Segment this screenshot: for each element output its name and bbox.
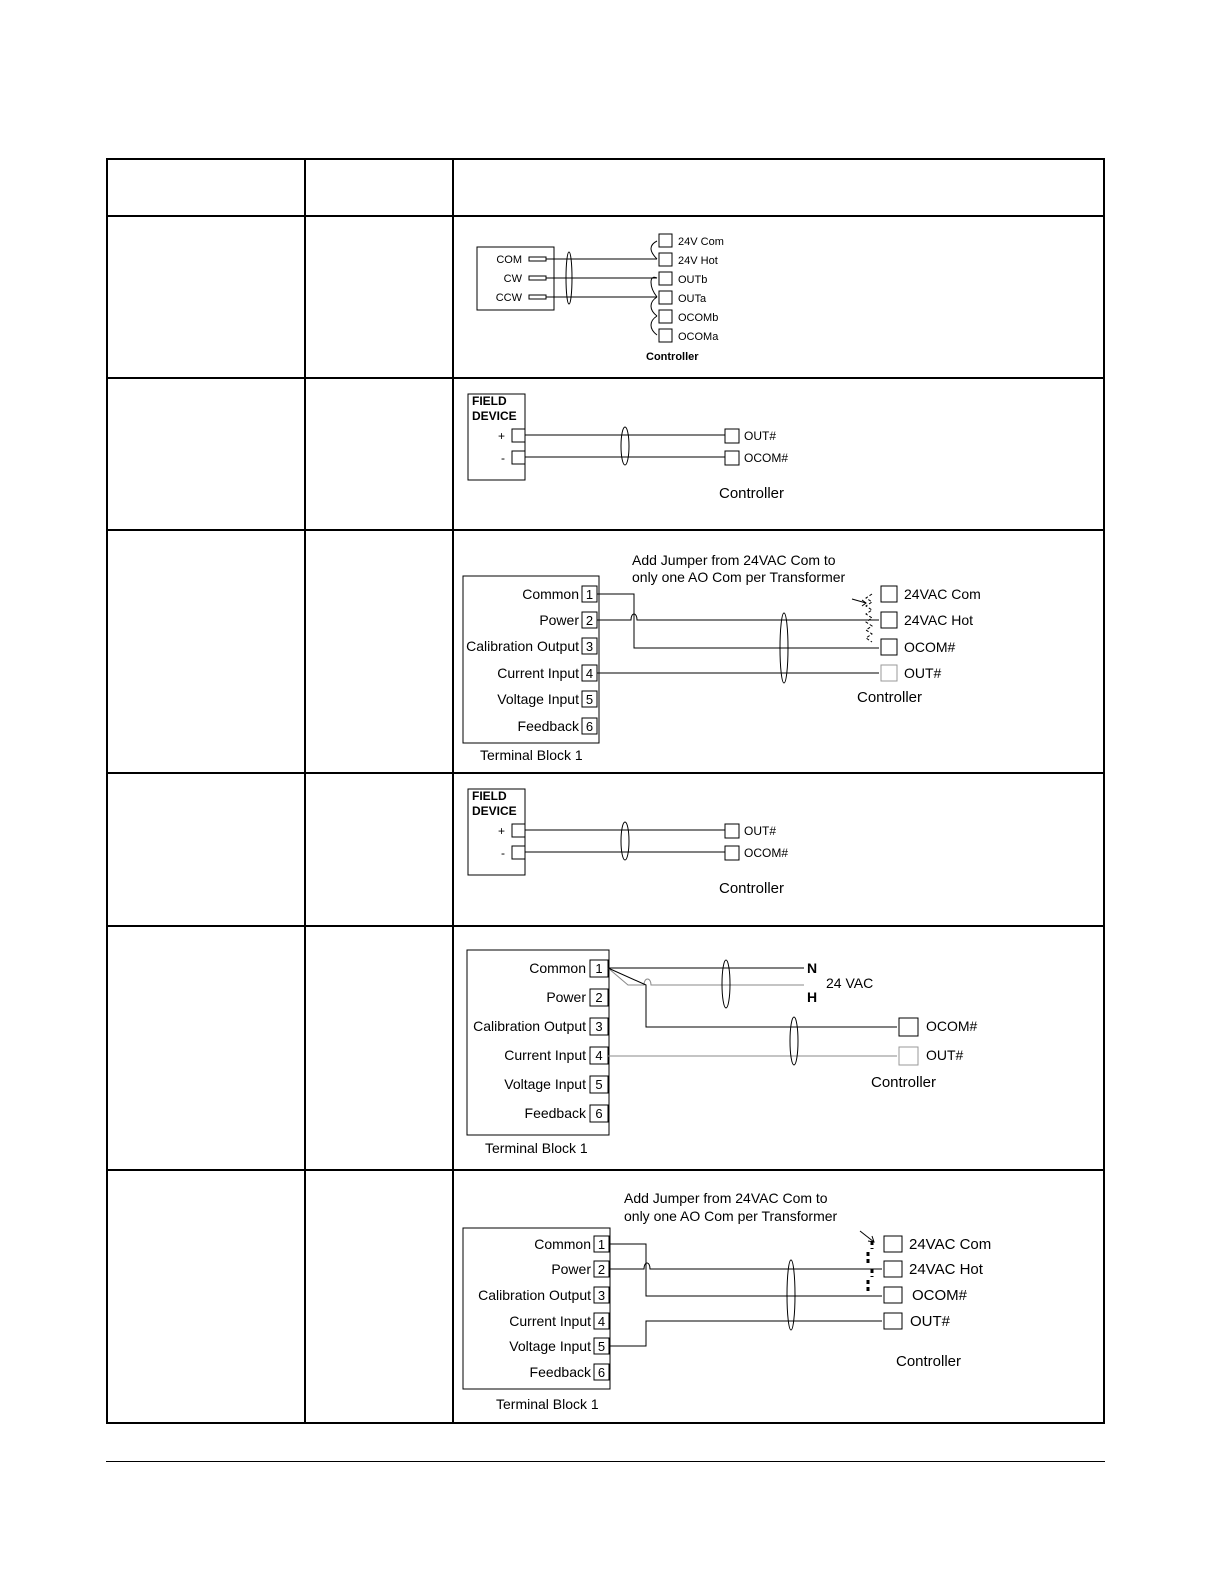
device-terminal-label: - (501, 846, 505, 860)
controller-terminal-ocom (725, 451, 739, 465)
controller-terminal-24vac-com (881, 586, 897, 602)
row-4-col2 (305, 773, 453, 926)
terminal-label: Voltage Input (497, 691, 579, 707)
terminal-number: 2 (595, 990, 603, 1005)
controller-terminal-out (725, 824, 739, 838)
controller-terminal-label: OUT# (744, 824, 777, 838)
stepper-actuator-wiring-diagram (454, 217, 1098, 377)
field-device-title: DEVICE (472, 804, 517, 818)
terminal-number: 2 (585, 613, 594, 628)
terminal-number: 4 (585, 666, 594, 681)
supply-terminal-label: H (807, 989, 818, 1005)
controller-terminal-ocoma (659, 329, 672, 342)
controller-terminal-24v-hot (659, 253, 672, 266)
controller-terminal-outb (659, 272, 672, 285)
row-6-col2 (305, 1170, 453, 1423)
terminal-label: Power (539, 612, 579, 628)
controller-terminal-out (884, 1313, 902, 1329)
controller-label: Controller (896, 1353, 962, 1370)
row-2-col2 (305, 378, 453, 530)
table-row (107, 926, 1104, 1170)
terminal-label: Common (522, 586, 579, 602)
controller-terminal-24vac-hot (884, 1261, 902, 1277)
terminal-number: 6 (597, 1365, 606, 1380)
controller-label: Controller (871, 1074, 937, 1091)
row-5-col1 (107, 926, 305, 1170)
controller-terminal-label: 24VAC Hot (904, 612, 973, 628)
terminal-block-label: Terminal Block 1 (485, 1140, 588, 1156)
controller-terminal-label: OCOM# (912, 1287, 968, 1304)
field-device-title: FIELD (472, 394, 507, 408)
terminal-number: 5 (585, 692, 594, 707)
field-device-title: DEVICE (472, 409, 517, 423)
controller-terminal-24v-com (659, 234, 672, 247)
terminal-label: Current Input (504, 1047, 586, 1063)
terminal-block-voltage-input-wiring-diagram (454, 1171, 1098, 1422)
terminal-label: Power (546, 989, 586, 1005)
controller-terminal-label: OCOM# (904, 639, 956, 655)
controller-terminal-out (899, 1047, 918, 1065)
controller-label: Controller (646, 351, 699, 363)
controller-terminal-label: OUT# (744, 429, 777, 443)
terminal-label: Feedback (529, 1364, 591, 1380)
field-device-title: FIELD (472, 789, 507, 803)
jumper-note: only one AO Com per Transformer (624, 1208, 838, 1224)
terminal-number: 3 (595, 1019, 603, 1034)
field-device-wiring-diagram (454, 774, 1098, 925)
row-3-col2 (305, 530, 453, 773)
terminal-label: Common (534, 1236, 591, 1252)
terminal-number: 4 (597, 1314, 606, 1329)
table-row (107, 1170, 1104, 1423)
row-2-diagram-cell (453, 378, 1104, 530)
terminal-label: Current Input (497, 665, 579, 681)
footer-divider (106, 1461, 1105, 1462)
device-terminal-label: COM (496, 254, 522, 266)
terminal-number: 4 (595, 1048, 603, 1063)
terminal-label: Voltage Input (504, 1076, 586, 1092)
row-5-col2 (305, 926, 453, 1170)
terminal-number: 3 (585, 639, 594, 654)
row-6-col1 (107, 1170, 305, 1423)
wiring-table (106, 158, 1105, 1424)
terminal-label: Calibration Output (473, 1018, 586, 1034)
controller-terminal-label: OCOM# (926, 1018, 978, 1034)
terminal-number: 6 (595, 1106, 603, 1121)
table-row (107, 216, 1104, 378)
header-cell-2 (305, 159, 453, 216)
table-row (107, 773, 1104, 926)
row-1-diagram-cell (453, 216, 1104, 378)
controller-terminal-label: OUTb (678, 274, 708, 286)
jumper-note: only one AO Com per Transformer (632, 569, 846, 585)
controller-terminal-24vac-hot (881, 612, 897, 628)
terminal-number: 5 (595, 1077, 603, 1092)
controller-terminal-label: 24V Com (678, 236, 724, 248)
row-2-col1 (107, 378, 305, 530)
controller-terminal-ocom (725, 846, 739, 860)
terminal-number: 6 (585, 719, 594, 734)
controller-terminal-out (725, 429, 739, 443)
terminal-label: Current Input (509, 1313, 591, 1329)
controller-terminal-label: OUT# (904, 665, 942, 681)
row-6-diagram-cell (453, 1170, 1104, 1423)
terminal-label: Feedback (524, 1105, 586, 1121)
controller-terminal-ocom (881, 639, 897, 655)
row-5-diagram-cell (453, 926, 1104, 1170)
table-row (107, 378, 1104, 530)
header-cell-3 (453, 159, 1104, 216)
terminal-label: Calibration Output (466, 638, 579, 654)
controller-label: Controller (857, 689, 923, 706)
header-cell-1 (107, 159, 305, 216)
device-terminal-label: + (497, 429, 505, 443)
terminal-number: 1 (597, 1237, 606, 1252)
controller-terminal-label: OCOMb (678, 312, 719, 324)
terminal-number: 1 (595, 961, 603, 976)
row-4-col1 (107, 773, 305, 926)
controller-terminal-ocomb (659, 310, 672, 323)
terminal-label: Feedback (517, 718, 579, 734)
terminal-number: 1 (585, 587, 594, 602)
controller-terminal-ocom (899, 1018, 918, 1036)
row-1-col1 (107, 216, 305, 378)
device-terminal-label: CCW (495, 292, 522, 304)
controller-terminal-label: 24VAC Com (909, 1236, 992, 1253)
terminal-label: Power (551, 1261, 591, 1277)
terminal-block-label: Terminal Block 1 (496, 1396, 599, 1412)
controller-terminal-label: OUTa (678, 293, 707, 305)
field-device-wiring-diagram (454, 379, 1098, 529)
table-row (107, 530, 1104, 773)
terminal-block-24vac-wiring-diagram (454, 927, 1098, 1169)
device-terminal-label: - (501, 451, 505, 465)
terminal-label: Common (529, 960, 586, 976)
controller-label: Controller (719, 485, 785, 502)
controller-terminal-label: 24V Hot (678, 255, 718, 267)
controller-terminal-24vac-com (884, 1236, 902, 1252)
supply-terminal-label: N (807, 960, 818, 976)
terminal-number: 2 (597, 1262, 606, 1277)
device-terminal-label: + (497, 824, 505, 838)
controller-terminal-label: 24VAC Hot (909, 1261, 983, 1278)
row-3-col1 (107, 530, 305, 773)
controller-terminal-label: OCOM# (744, 846, 789, 860)
supply-label: 24 VAC (826, 975, 874, 991)
terminal-number: 5 (597, 1339, 606, 1354)
terminal-block-label: Terminal Block 1 (480, 747, 583, 763)
device-terminal-label: CW (503, 273, 522, 285)
controller-terminal-label: OCOMa (678, 331, 719, 343)
jumper-note: Add Jumper from 24VAC Com to (624, 1190, 828, 1206)
terminal-block-jumper-wiring-diagram (454, 531, 1098, 772)
row-3-diagram-cell (453, 530, 1104, 773)
controller-terminal-ocom (884, 1287, 902, 1303)
controller-terminal-label: OUT# (910, 1313, 951, 1330)
controller-terminal-label: 24VAC Com (904, 586, 981, 602)
terminal-label: Voltage Input (509, 1338, 591, 1354)
controller-terminal-out (881, 665, 897, 681)
row-1-col2 (305, 216, 453, 378)
controller-terminal-label: OCOM# (744, 451, 789, 465)
controller-label: Controller (719, 880, 785, 897)
controller-terminal-label: OUT# (926, 1047, 964, 1063)
controller-terminal-outa (659, 291, 672, 304)
terminal-label: Calibration Output (478, 1287, 591, 1303)
terminal-number: 3 (597, 1288, 606, 1303)
row-4-diagram-cell (453, 773, 1104, 926)
jumper-note: Add Jumper from 24VAC Com to (632, 552, 836, 568)
table-header-row (107, 159, 1104, 216)
